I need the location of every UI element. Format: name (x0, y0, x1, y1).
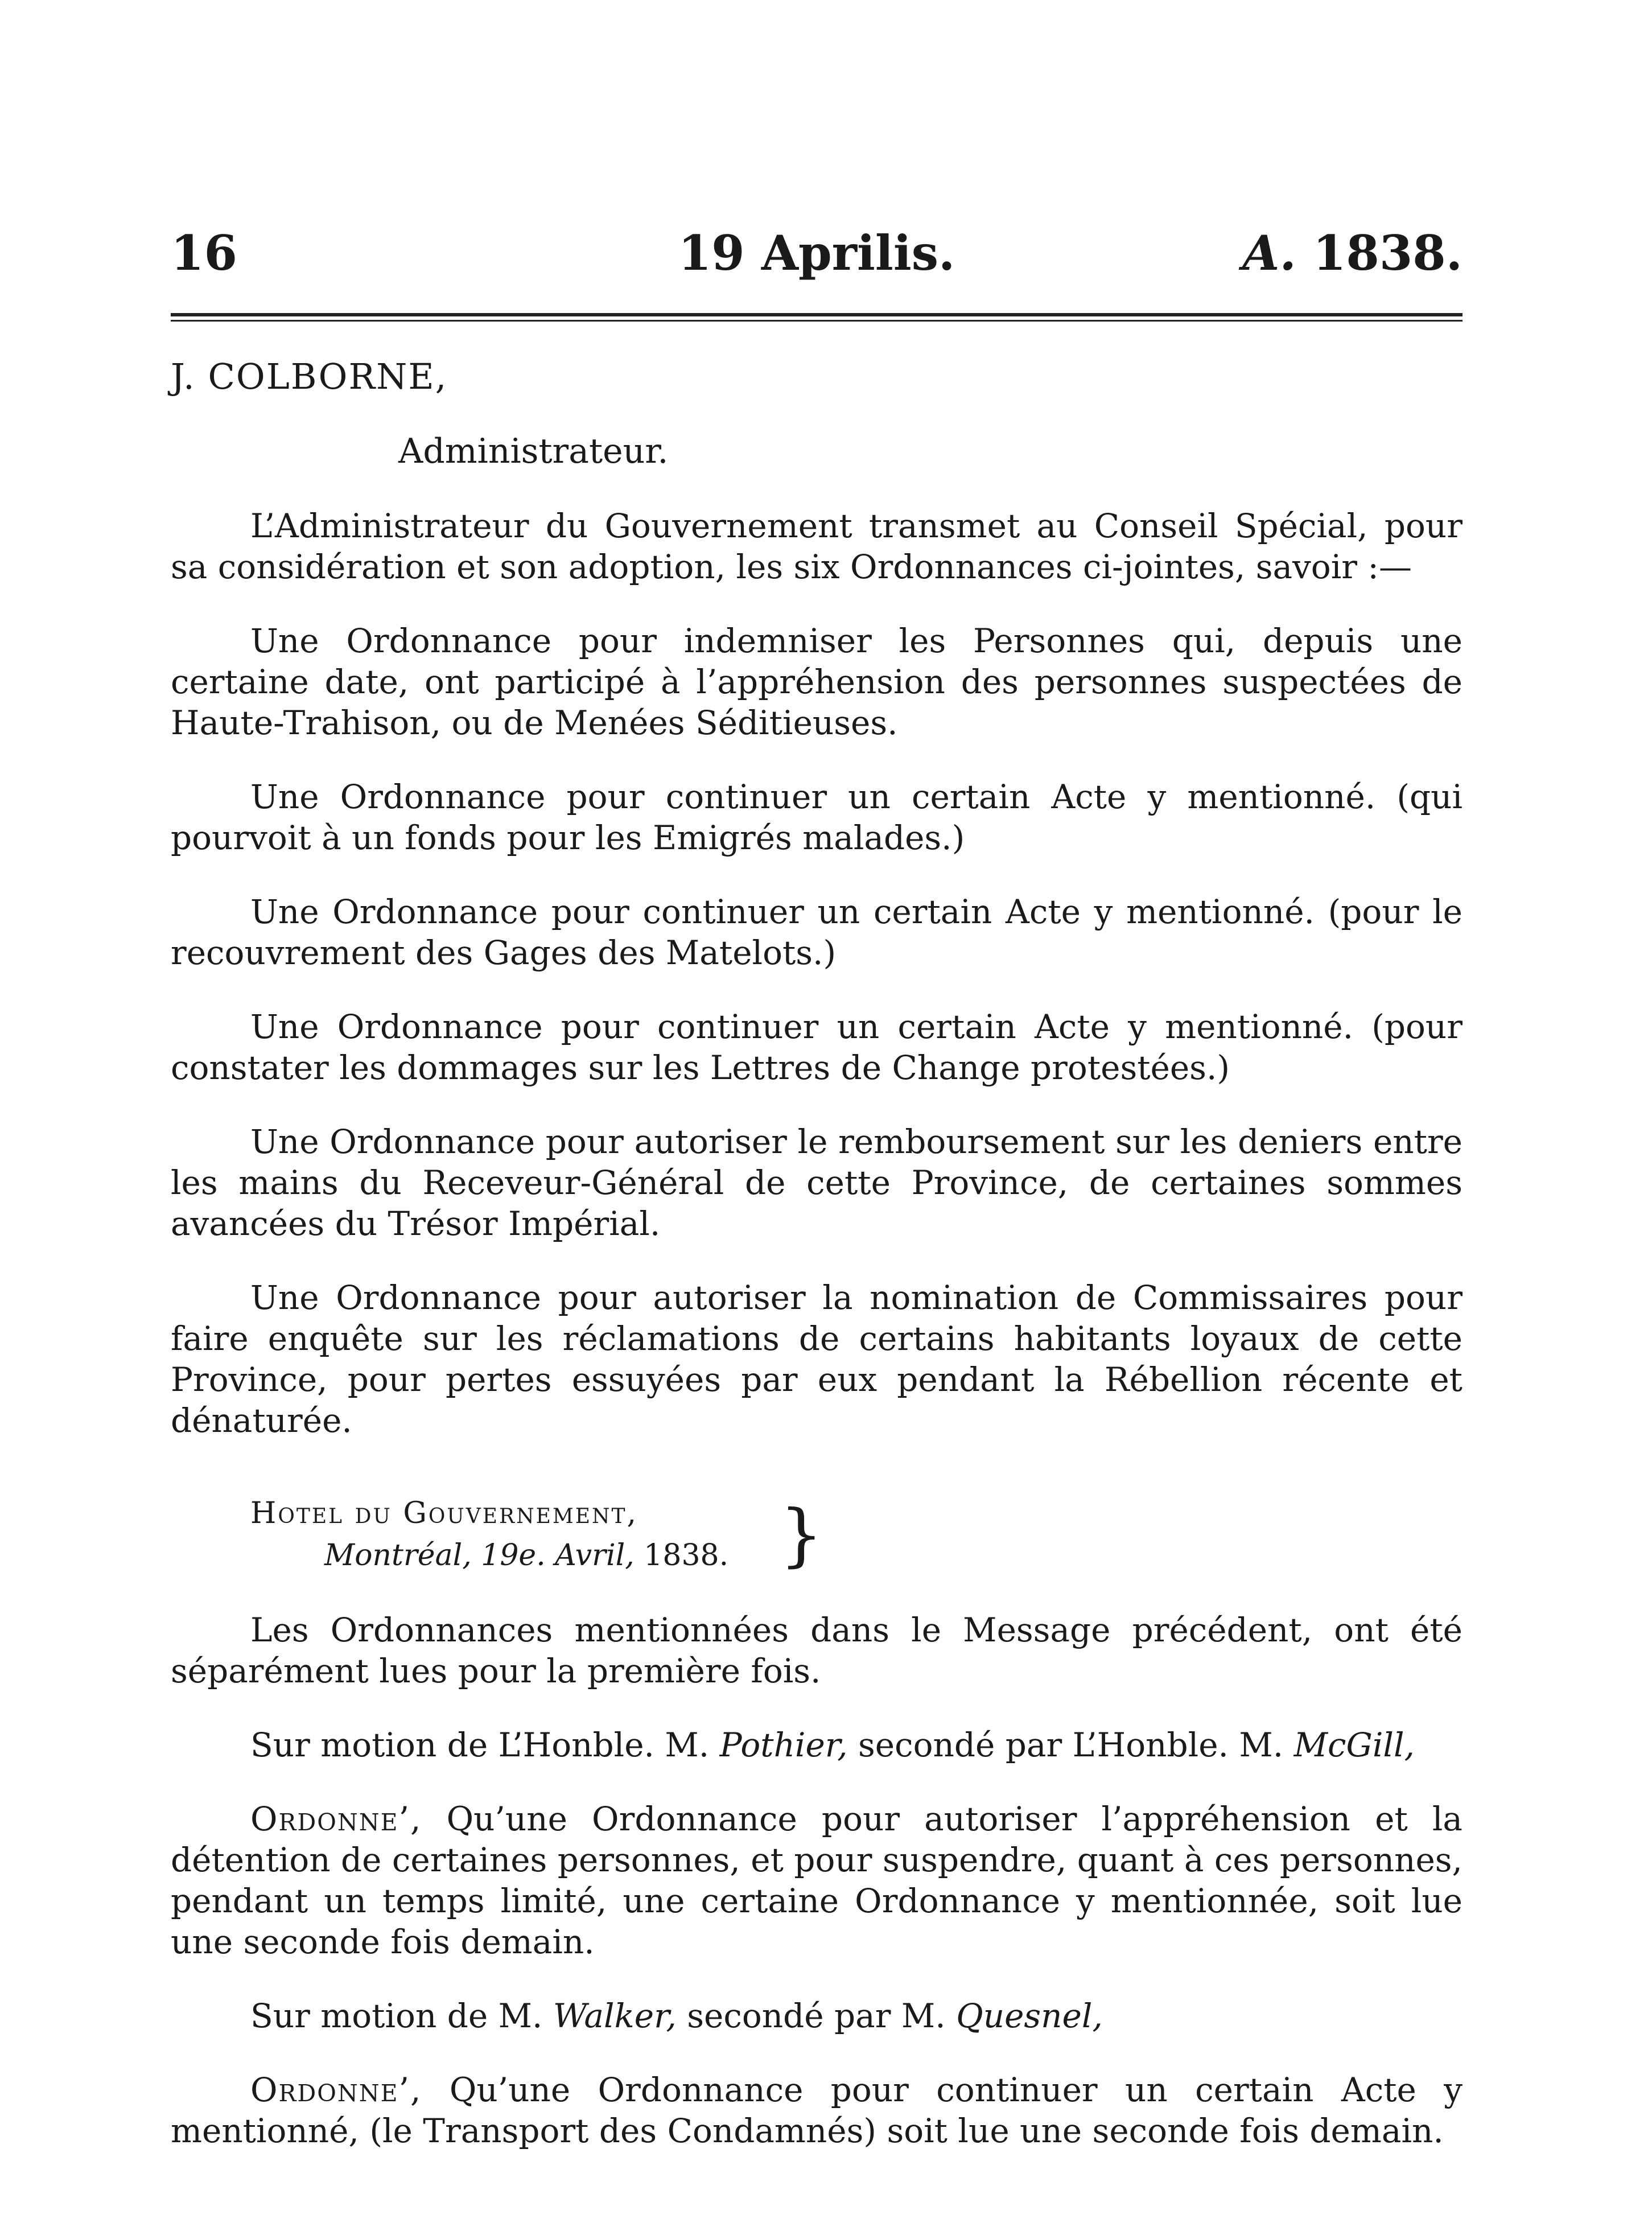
after-message-paragraph: Les Ordonnances mentionnées dans le Message précédent, ont été séparément lues pour la première fois. (171, 1611, 1463, 1690)
header-rule (171, 313, 1463, 322)
motion1-mid: secondé par L’Honble. M. (858, 1726, 1284, 1764)
ordinance-paragraph-1: Une Ordonnance pour indemniser les Personnes qui, depuis une certaine date, ont participé à l’appréhension des personnes suspectées de Haute-Trahison, ou de Menées Séditieuses. (171, 621, 1463, 742)
ordinance-paragraph-6: Une Ordonnance pour autoriser la nomination de Commissaires pour faire enquête sur les réclamations de certains habitants loyaux de cette Province, pour pertes essuyées par eux pendant la Rébellion récente et dénaturée. (171, 1278, 1463, 1440)
order1-keyword: Ordonne’, (250, 1800, 422, 1838)
order2-text: Qu’une Ordonnance pour continuer un certain Acte y mentionné, (le Transport des Condamnés) soit lue une seconde fois demain. (171, 2070, 1463, 2150)
order-paragraph-1 (171, 1798, 1463, 1962)
intro-paragraph: L’Administrateur du Gouvernement transmet au Conseil Spécial, pour sa considération et son adoption, les six Ordonnances ci-jointes, savoir :— (171, 507, 1463, 586)
dateline-city: Montréal, (324, 1538, 472, 1573)
running-header (171, 216, 1463, 290)
motion2-mid: secondé par M. (687, 1997, 946, 2035)
ordinance-paragraph-2: Une Ordonnance pour continuer un certain Acte y mentionné. (qui pourvoit à un fonds pour les Emigrés malades.) (171, 777, 1463, 857)
motion1-seconder: McGill, (1293, 1726, 1415, 1764)
dateline-date-line (324, 1534, 819, 1576)
ordinance-paragraph-3: Une Ordonnance pour continuer un certain Acte y mentionné. (pour le recouvrement des Gages des Matelots.) (171, 892, 1463, 972)
signer-name: J. COLBORNE, (171, 356, 448, 397)
motion-paragraph-1 (171, 1724, 1463, 1765)
motion-paragraph-2 (171, 1995, 1463, 2036)
order2-keyword: Ordonne’, (250, 2070, 422, 2109)
dateline-year: 1838. (644, 1538, 729, 1573)
header-year (1242, 216, 1463, 290)
year-prefix: A. (1242, 225, 1296, 281)
order-paragraph-2 (171, 2069, 1463, 2151)
ordinance-paragraph-4: Une Ordonnance pour continuer un certain Acte y mentionné. (pour constater les dommages sur les Lettres de Change protestées.) (171, 1007, 1463, 1087)
order1-text: Qu’une Ordonnance pour autoriser l’appréhension et la détention de certaines personnes, et pour suspendre, quant à ces personnes, pendant un temps limité, une certaine Ordonnance y mentionnée, soit lue une seconde fois demain. (171, 1800, 1463, 1961)
header-date: 19 Aprilis. (678, 225, 955, 281)
motion1-mover: Pothier, (719, 1726, 848, 1764)
motion2-lead: Sur motion de M. (250, 1997, 543, 2035)
ordinance-paragraph-5: Une Ordonnance pour autoriser le remboursement sur les deniers entre les mains du Receveur-Général de cette Province, de certaines sommes avancées du Trésor Impérial. (171, 1122, 1463, 1243)
brace-glyph: } (780, 1496, 823, 1575)
motion2-mover: Walker, (553, 1997, 677, 2035)
year-value: 1838. (1312, 225, 1463, 281)
dateline-place: Hotel du Gouvernement, (250, 1496, 638, 1530)
dateline (250, 1492, 823, 1576)
motion1-lead: Sur motion de L’Honble. M. (250, 1726, 710, 1764)
motion2-seconder: Quesnel, (956, 1997, 1103, 2035)
page (171, 216, 1463, 2151)
signer-title: Administrateur. (398, 431, 669, 471)
page-number: 16 (171, 225, 237, 281)
dateline-date: 19e. Avril, (481, 1538, 635, 1573)
